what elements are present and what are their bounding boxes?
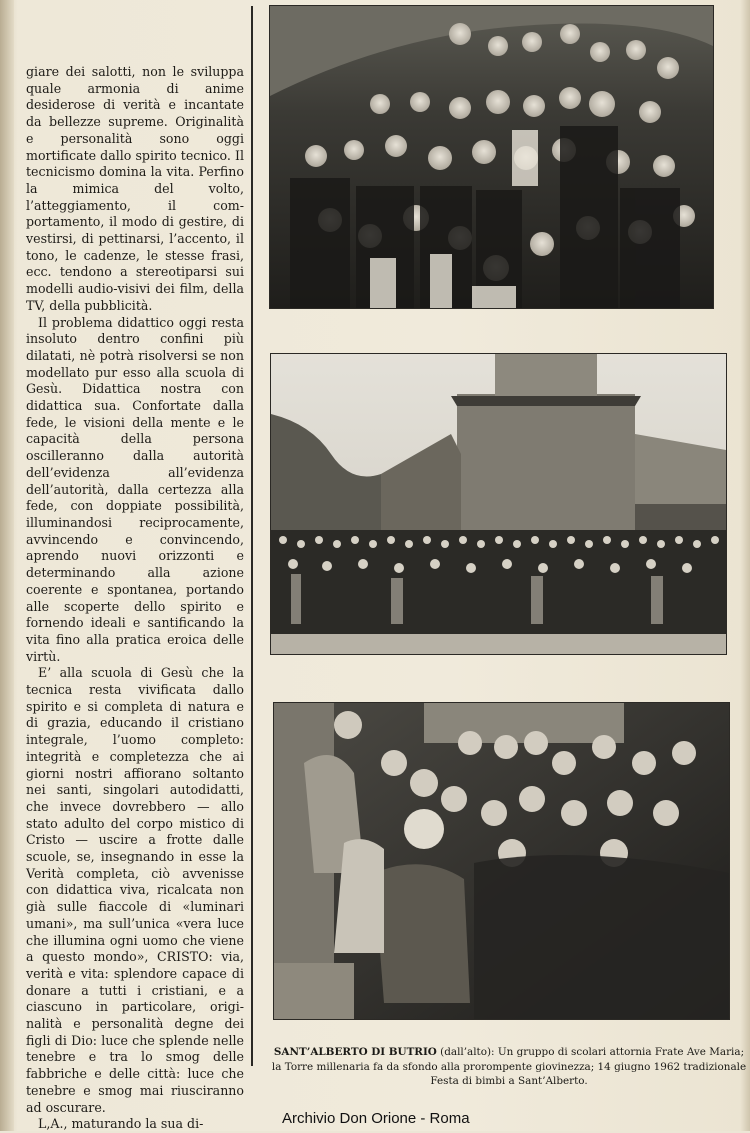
- article-paragraph: E’ alla scuola di Gesù che la tecnica resta vivificata dallo spirito e si completa di natura e di grazia, educando il cristiano integrale, l’uomo completo: integrità e completezza che ai giorni nostri affiorano soltanto nei santi, singolari autodidatti, che invece dovrebbero — allo stato adulto del corpo mistico di Cristo — uscire a frotte dalle scuole, se, insegnando in esse la Verità completa, ciò avvenisse con didattica viva, ricalcata non già sulle fiaccole di «luminari umani», ma sull’unica «vera luce che illumina ogni uomo che viene a questo mondo», CRISTO: via, verità e vita: splendore capace di donare a tutti i cristiani, e a ciascuno in particolare, originalità e personalità degne dei figli di Dio: luce che splende nelle tenebre e tra lo smog delle fabbriche e delle città: luce che tenebre e smog mai riusciranno ad oscurare.: [26, 665, 244, 1115]
- photo-children-festival-image: [274, 703, 729, 1019]
- photo-caption: [270, 1045, 748, 1089]
- photo-students-with-friar: [270, 6, 713, 308]
- article-column: [26, 64, 244, 1133]
- photo-tower-crowd-image: [271, 354, 726, 654]
- article-paragraph: L,A., maturando la sua di-: [38, 1116, 204, 1132]
- page-outer-edge: [740, 0, 750, 1131]
- photo-tower-crowd: [271, 354, 726, 654]
- article-paragraph: giare dei salotti, non le sviluppa quale armonia di anime desiderose di verità e incantate da bellezze supreme. Originalità e personalità sono oggi mortificate dallo spirito tecnico. Il tecnicismo domina la vita. Perfino la mimica del volto, l’atteggiamento, il comportamento, il modo di gestire, di vestirsi, di pettinarsi, l’accento, il tono, le cadenze, le stesse frasi, ecc. tendono a stereotiparsi sui modelli audio-visivi dei film, della TV, della pubblicità.: [26, 64, 244, 313]
- photo-students-with-friar-image: [270, 6, 713, 308]
- page-binding-edge: [0, 0, 14, 1131]
- photo-children-festival: [274, 703, 729, 1019]
- archive-footer: Archivio Don Orione - Roma: [282, 1110, 470, 1127]
- caption-note: (dall’alto):: [440, 1046, 495, 1058]
- caption-text: Un gruppo di scolari attornia Frate Ave Maria; la Torre millenaria fa da sfondo alla prorompente giovinezza; 14 giugno 1962 tradizionale Festa di bimbi a Sant’Alberto.: [271, 1046, 747, 1087]
- caption-place: SANT’ALBERTO DI BUTRIO: [273, 1046, 437, 1058]
- column-divider-rule: [251, 6, 253, 1066]
- article-paragraph: Il problema didattico oggi resta insoluto dentro confini più dilatati, nè potrà risolversi se non modellato pur esso alla scuola di Gesù. Didattica nostra con didattica sua. Confortate dalla fede, le visioni della mente e le capacità della persona oscilleranno dalla autorità dell’evidenza all’evidenza dell’autorità, dalla certezza alla fede, con doppiate possibilità, illuminandosi reciprocamente, avvincendo e convincendo, aprendo nuovi orizzonti e determinando alla azione coerente e spontanea, portando alle scoperte dello spirito e fornendo ideali e santificando la vita fino alla pratica eroica delle virtù.: [26, 314, 244, 664]
